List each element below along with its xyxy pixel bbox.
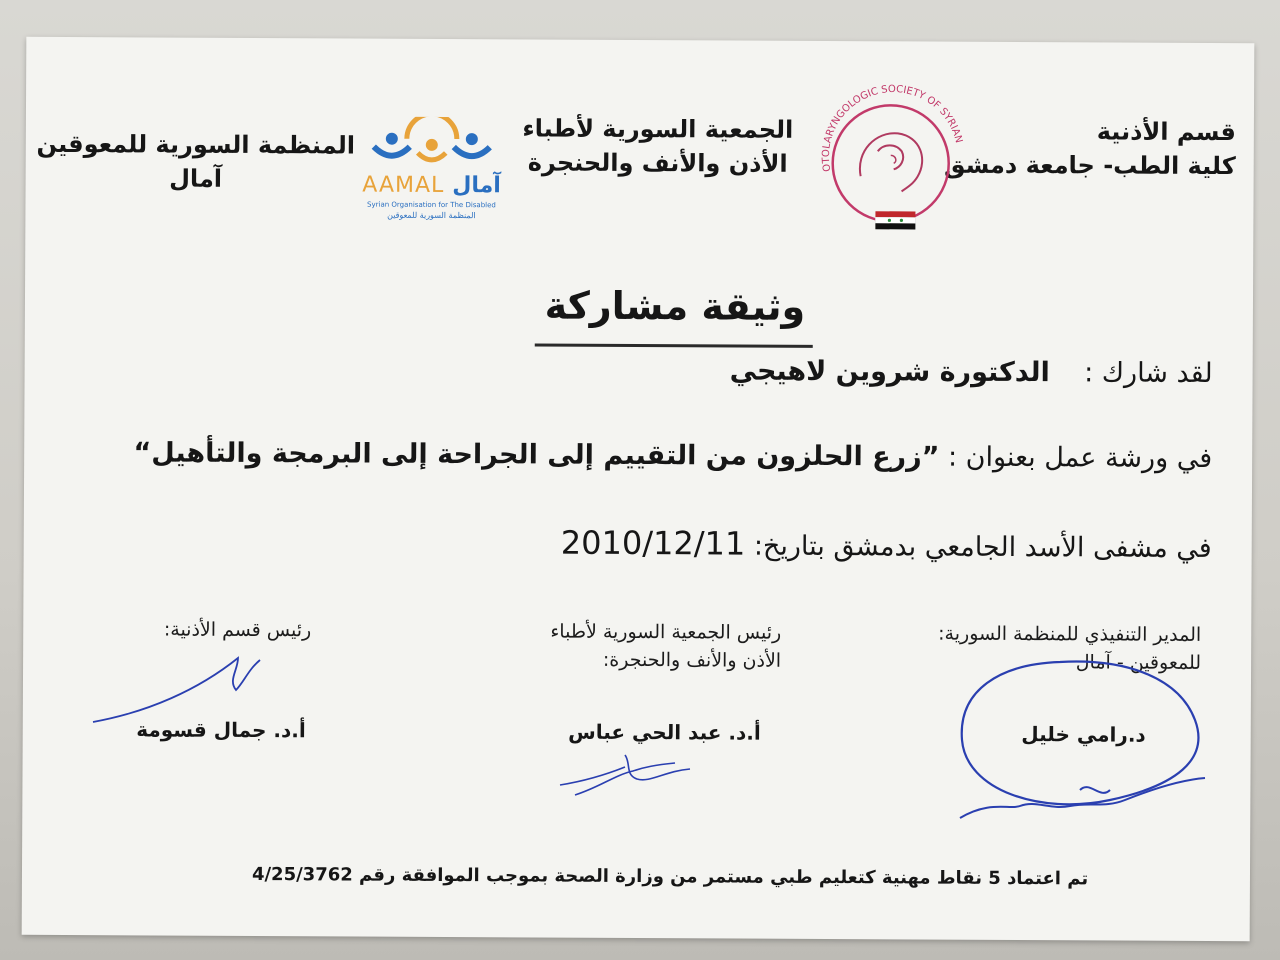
- department-line-1: قسم الأذنية: [1096, 117, 1236, 147]
- organisation-header: [36, 127, 356, 197]
- signatory-3-name: أ.د. جمال قسومة: [136, 717, 306, 743]
- title-underline: [535, 343, 813, 347]
- participated-label: لقد شارك :: [1084, 357, 1213, 390]
- svg-text:OTOLARYNGOLOGIC SOCIETY OF SYR: [821, 84, 965, 174]
- signature-left-icon: [88, 650, 278, 730]
- organisation-line-2: آمال: [169, 164, 223, 193]
- aamal-logo-subtitle-ar: المنظمة السورية للمعوقين: [387, 210, 476, 221]
- signatory-2-name: أ.د. عبد الحي عباس: [568, 719, 761, 745]
- aamal-figures-icon: [352, 116, 512, 177]
- society-header: [512, 111, 804, 181]
- signature-right-icon: [940, 650, 1230, 840]
- signatory-1-title: المدير التنفيذي للمنظمة السورية: للمعوقين - آمال: [938, 622, 1202, 674]
- aamal-logo-subtitle-en: Syrian Organisation for The Disabled: [367, 200, 496, 210]
- workshop-line: [133, 437, 1212, 474]
- society-logo-icon: [805, 81, 976, 252]
- aamal-logo: [351, 116, 512, 237]
- document-title: وثيقة مشاركة: [544, 283, 806, 329]
- society-logo-text: OTOLARYNGOLOGIC SOCIETY OF SYRIAN: [820, 83, 965, 173]
- workshop-label: في ورشة عمل بعنوان :: [947, 441, 1213, 475]
- signature-center-icon: [555, 745, 705, 805]
- participant-line: [730, 355, 1213, 389]
- aamal-logo-arabic: آمال: [452, 173, 501, 199]
- aamal-logo-latin: AAMAL: [362, 172, 445, 198]
- participant-name: الدكتورة شروين لاهيجي: [729, 355, 1050, 389]
- society-line-1: الجمعية السورية لأطباء: [522, 114, 794, 144]
- signatory-1-name: د.رامي خليل: [1021, 722, 1146, 747]
- location-text: في مشفى الأسد الجامعي بدمشق بتاريخ:: [753, 530, 1212, 565]
- department-line-2: كلية الطب- جامعة دمشق: [943, 150, 1236, 181]
- signatory-2-title: رئيس الجمعية السورية لأطباء الأذن والأنف والحنجرة:: [550, 620, 782, 672]
- accreditation-footer: تم اعتماد 5 نقاط مهنية كتعليم طبي مستمر من وزارة الصحة بموجب الموافقة رقم 4/25/3762: [251, 863, 1089, 890]
- society-line-2: الأذن والأنف والحنجرة: [527, 148, 788, 178]
- workshop-title: ”زرع الحلزون من التقييم إلى الجراحة إلى البرمجة والتأهيل“: [133, 437, 940, 473]
- signatory-3-title: رئيس قسم الأذنية:: [163, 618, 312, 642]
- date-text: 2010/12/11: [560, 523, 746, 563]
- location-line: [561, 524, 1212, 565]
- organisation-line-1: المنظمة السورية للمعوقين: [36, 129, 356, 160]
